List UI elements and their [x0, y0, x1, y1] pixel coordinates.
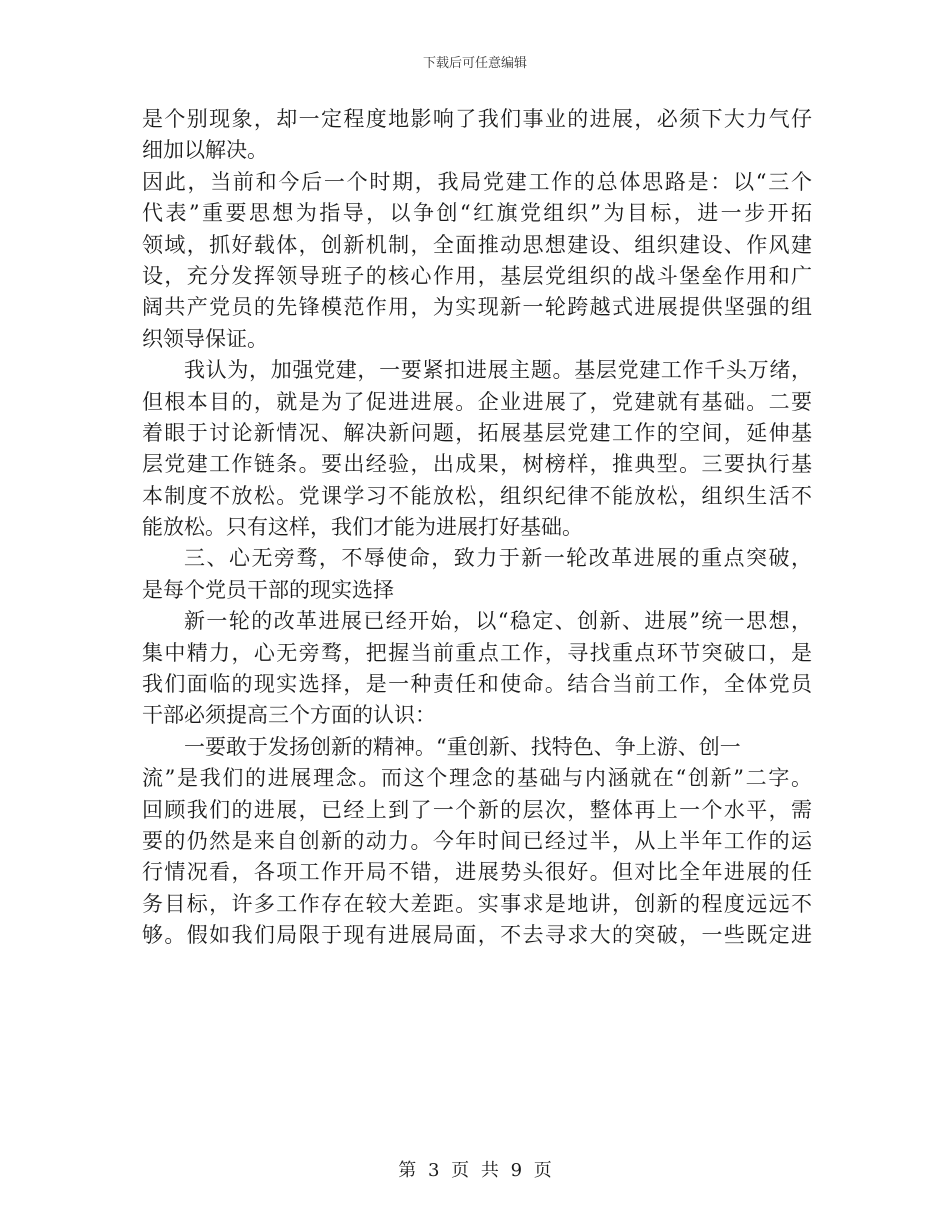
text-line: 能放松。只有这样，我们才能为进展打好基础。 [142, 515, 583, 540]
text-line: 本制度不放松。党课学习不能放松，组织纪律不能放松，组织生活不 [142, 483, 812, 508]
text-line: 但根本目的，就是为了促进进展。企业进展了，党建就有基础。二要 [142, 389, 812, 414]
text-line: 我认为，加强党建，一要紧扣进展主题。基层党建工作千头万绪， [184, 358, 812, 383]
text-line: 领域，抓好载体，创新机制，全面推动思想建设、组织建设、作风建 [142, 232, 812, 257]
page-header: 下载后可任意编辑 [422, 56, 527, 71]
text-line: 够。假如我们局限于现有进展局面，不去寻求大的突破，一些既定进 [142, 923, 812, 948]
text-line: 层党建工作链条。要出经验，出成果，树榜样，推典型。三要执行基 [142, 452, 812, 477]
text-line: 要的仍然是来自创新的动力。今年时间已经过半，从上半年工作的运 [142, 828, 812, 853]
text-line: 新一轮的改革进展已经开始，以“稳定、创新、进展”统一思想， [184, 609, 812, 634]
text-line: 设，充分发挥领导班子的核心作用，基层党组织的战斗堡垒作用和广 [142, 263, 812, 288]
text-line: 是每个党员干部的现实选择 [142, 577, 394, 602]
text-line: 干部必须提高三个方面的认识： [142, 703, 436, 728]
text-line: 三、心无旁骛，不辱使命，致力于新一轮改革进展的重点突破， [184, 546, 812, 571]
text-line: 是个别现象，却一定程度地影响了我们事业的进展，必须下大力气仔 [142, 107, 812, 131]
document-body [142, 104, 812, 952]
text-line: 织领导保证。 [142, 326, 268, 351]
page-number-footer: 第 3 页 共 9 页 [398, 1160, 552, 1181]
text-line: 行情况看，各项工作开局不错，进展势头很好。但对比全年进展的任 [142, 860, 812, 885]
text-line: 回顾我们的进展，已经上到了一个新的层次，整体再上一个水平，需 [142, 797, 812, 822]
text-line: 流”是我们的进展理念。而这个理念的基础与内涵就在“创新”二字。 [142, 766, 812, 791]
text-line: 务目标，许多工作存在较大差距。实事求是地讲，创新的程度远远不 [142, 891, 812, 916]
text-line: 集中精力，心无旁骛，把握当前重点工作，寻找重点环节突破口，是 [142, 640, 812, 665]
text-line: 着眼于讨论新情况、解决新问题，拓展基层党建工作的空间，延伸基 [142, 420, 812, 445]
text-line: 一要敢于发扬创新的精神。“重创新、找特色、争上游、创一 [184, 734, 741, 759]
text-line: 代表”重要思想为指导，以争创“红旗党组织”为目标，进一步开拓 [142, 201, 812, 226]
text-line: 阔共产党员的先锋模范作用，为实现新一轮跨越式进展提供坚强的组 [142, 295, 812, 320]
text-line: 因此，当前和今后一个时期，我局党建工作的总体思路是：以“三个 [142, 169, 812, 194]
text-line: 细加以解决。 [142, 138, 268, 163]
text-line: 我们面临的现实选择，是一种责任和使命。结合当前工作，全体党员 [142, 672, 812, 697]
